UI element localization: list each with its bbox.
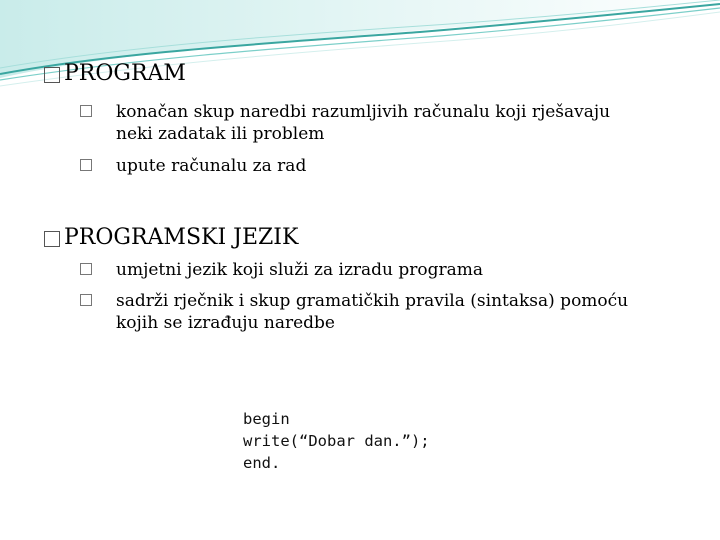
code-line: write(“Dobar dan.”); — [243, 432, 430, 450]
list-item — [98, 259, 483, 281]
list-item — [98, 101, 610, 145]
heading-text: PROGRAMSKI JEZIK — [64, 225, 299, 250]
list-item — [98, 290, 628, 334]
list-item-text-continued: neki zadatak ili problem — [116, 124, 325, 144]
list-item-text-continued: kojih se izrađuju naredbe — [116, 313, 335, 333]
code-line: end. — [243, 454, 281, 472]
bullet-square-icon — [80, 294, 92, 306]
heading-text: PROGRAM — [64, 61, 186, 86]
list-item-text: sadrži rječnik i skup gramatičkih pravila (sintaksa) pomoću — [116, 291, 629, 311]
list-item-text: konačan skup naredbi razumljivih računalu koji rješavaju — [116, 102, 611, 122]
bullet-square-icon — [44, 231, 60, 247]
section-programski-jezik — [44, 225, 298, 251]
bullet-square-icon — [80, 159, 92, 171]
heading-program — [44, 61, 186, 87]
code-snippet — [243, 408, 430, 474]
bullet-square-icon — [44, 67, 60, 83]
bullet-square-icon — [80, 263, 92, 275]
section-program — [44, 61, 186, 87]
list-item — [98, 155, 306, 177]
heading-programski-jezik — [44, 225, 298, 251]
list-item-text: upute računalu za rad — [116, 156, 307, 176]
list-item-text: umjetni jezik koji služi za izradu programa — [116, 260, 484, 280]
code-line: begin — [243, 410, 290, 428]
bullet-square-icon — [80, 105, 92, 117]
